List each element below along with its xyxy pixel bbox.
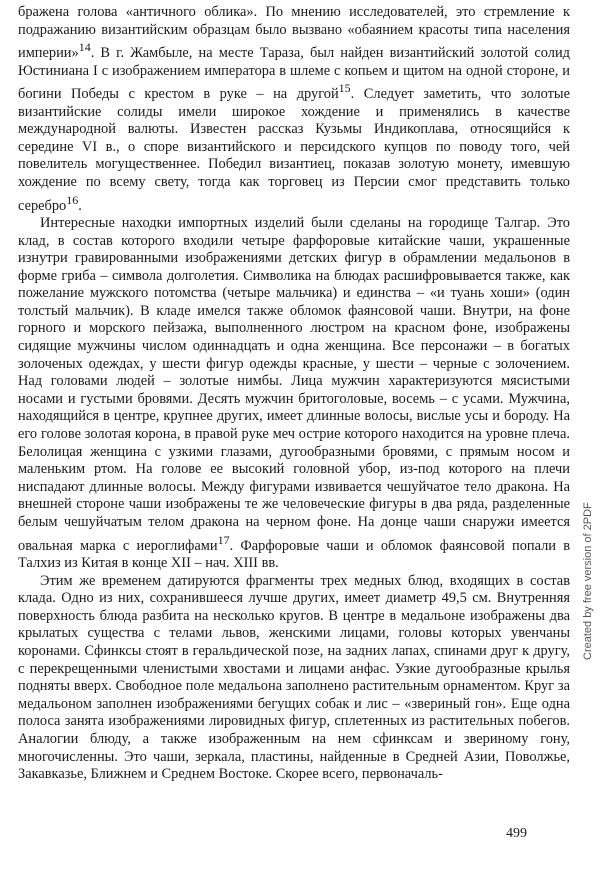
page-number: 499: [506, 826, 527, 841]
paragraph-text: . Следует заметить, что золотые византийские солиды имели широкое хождение и применялись в качестве международной валюты. Известен рассказ Кузьмы Индикоплава, относящийся к середине VI в., о споре византийского и персидского купцов по поводу того, чей повелитель могущественнее. Победил византиец, показав золотую монету, имевшую хождение по всему свету, тогда как торговец из Персии смог представить только серебро: [18, 85, 570, 214]
footnote-ref-14: 14: [78, 40, 91, 55]
footnote-ref-15: 15: [338, 81, 351, 96]
paragraph-copper-dishes: [18, 573, 570, 784]
paragraph-text: бражена голова «античного облика». По мнению исследователей, это стремление к подражанию византийским образцам было вызвано «обаянием красоты типа населения империи»: [18, 4, 570, 61]
paragraph-text: Интересные находки импортных изделий были сделаны на городище Талгар. Это клад, в состав которого входили четыре фарфоровые китайские чаши, украшенные изнутри гравированными изображениями детских фигур в обрамлении медальонов в форме гриба – символа долголетия. Символика на блюдах расшифровывается также, как пожелание мужского потомства (четыре мальчика) и единства – «и туань хоши» (один толстый мальчик). В кладе имелся также обломок фаянсовой чаши. Внутри, на фоне горного и морского пейзажа, выполненного люстром на красном фоне, изображены сидящие мужчины числом одиннадцать и одна женщина. Все персонажи – в богатых золоченых одеждах, у шести фигур одежды красные, у шести – черные с золочением. Над головами людей – золотые нимбы. Лица мужчин характеризуются мясистыми носами и густыми бровями. Десять мужчин бритоголовые, восемь – с усами. Мужчина, находящийся в центре, крупнее других, имеет длинные волосы, вислые усы и бороду. На его голове золотая корона, в правой руке меч острие которого находится на уровне плеча. Белолицая женщина с узкими глазами, дугообразными бровями, с прямым носом и маленьким ртом. На голове ее высокий головной убор, из-под которого на плечи ниспадают длинные волосы. Между фигурами извивается чешуйчатое тело дракона. На внешней стороне чаши изображены те же человеческие фигуры в два ряда, разделенные белым чешуйчатым телом дракона на черном фоне. На донце чаши снаружи имеется овальная марка с иероглифами: [18, 214, 570, 554]
converter-watermark: Created by free version of 2PDF: [582, 502, 594, 660]
main-text: [18, 4, 570, 784]
paragraph-text: . В г. Жамбыле, на месте Тараза, был найден византийский золотой солид Юстиниана I с изображением императора в шлеме с копьем и щитом на одной стороне, и богини Победы с крестом в руке – на другой: [18, 44, 570, 102]
paragraph-text: .: [78, 197, 82, 214]
footnote-ref-17: 17: [217, 532, 230, 547]
paragraph-text: Этим же временем датируются фрагменты трех медных блюд, входящих в состав клада. Одно из них, сохранившееся лучше других, имеет диаметр 49,5 см. Внутренняя поверхность блюда разбита на несколько кругов. В центре в медальоне изображены два крылатых существа с телами львов, женскими лицами, головы которых увенчаны коронами. Сфинксы стоят в геральдической позе, на задних лапах, спинами друг к другу, с перекрещенными членистыми хвостами и лицами анфас. Узкие дугообразные крылья подняты вверх. Свободное поле медальона заполнено растительным орнаментом. Круг за медальоном заполнен изображениями бегущих собак и лис – «звериный гон». Еще одна полоса занята изображениями лировидных фигур, сплетенных из растительных побегов. Аналогии блюду, а также изображенным на нем сфинксам и звериному гону, многочисленны. Это чаши, зеркала, пластины, найденные в Средней Азии, Поволжье, Закавказье, Ближнем и Среднем Востоке. Скорее всего, первоначаль-: [18, 572, 570, 783]
paragraph-byzantine-coins: [18, 4, 570, 215]
footnote-ref-16: 16: [66, 192, 79, 207]
paragraph-talgar-hoard: [18, 215, 570, 573]
paragraph-text: . Фарфоровые чаши и обломок фаянсовой попали в Талхиз из Китая в конце XII – нач. XIII вв.: [18, 537, 570, 571]
